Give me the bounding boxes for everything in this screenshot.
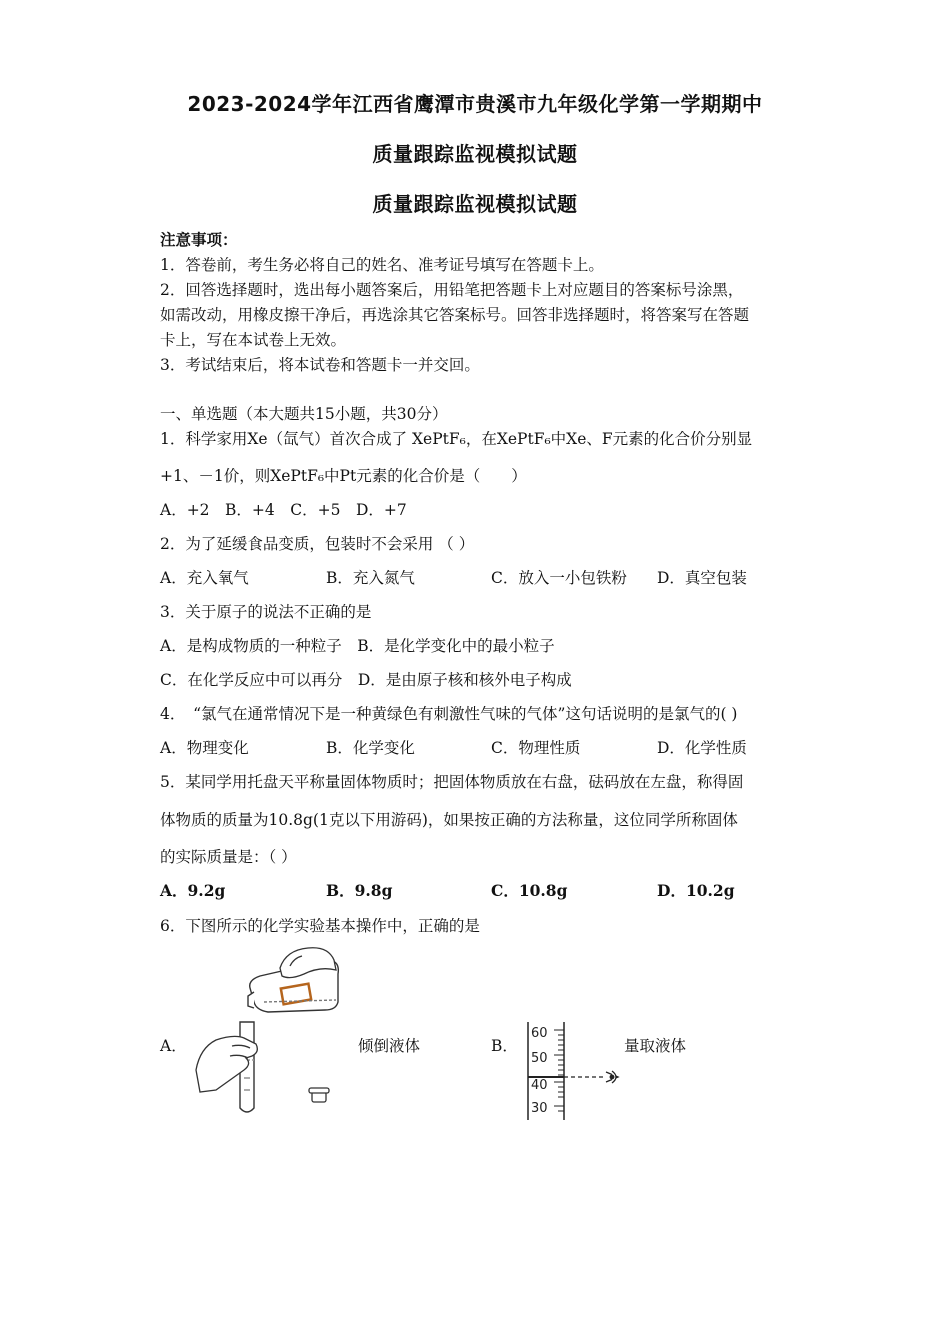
q5-stem-line2: 体物质的质量为10.8g(1克以下用游码)，如果按正确的方法称量，这位同学所称固体 [160,811,738,829]
scale-label-30: 30 [531,1101,548,1116]
q4-option-c: C．物理性质 [491,739,581,757]
q3-options-ab: A．是构成物质的一种粒子 B．是化学变化中的最小粒子 [160,637,555,655]
q6-option-b-letter: B． [491,1037,518,1055]
q5-option-b: B．9.8g [326,881,393,900]
q3-options-cd: C．在化学反应中可以再分 D．是由原子核和核外电子构成 [160,671,572,689]
notice-item-2-line1: 2．回答选择题时，选出每小题答案后，用铅笔把答题卡上对应题目的答案标号涂黑， [160,281,744,299]
notice-item-2-line2: 如需改动，用橡皮擦干净后，再选涂其它答案标号。回答非选择题时，将答案写在答题 [160,306,750,324]
bottle-stopper [309,1088,329,1102]
q2-stem: 2．为了延缓食品变质，包装时不会采用 （ ） [160,535,475,553]
q5-option-c: C．10.8g [491,881,568,900]
q6-stem: 6．下图所示的化学实验基本操作中，正确的是 [160,917,480,935]
q5-option-a: A．9.2g [160,881,226,900]
page-title-line1: 2023-2024学年江西省鹰潭市贵溪市九年级化学第一学期期中 [187,92,763,116]
q5-stem-line3: 的实际质量是：（ ） [160,848,297,866]
q2-option-c: C．放入一小包铁粉 [491,569,627,587]
scale-label-50: 50 [531,1051,548,1066]
q1-stem-line2: +1、－1价，则XePtF₆中Pt元素的化合价是（ ） [160,467,527,485]
q4-option-d: D．化学性质 [657,739,747,757]
q4-option-b: B．化学变化 [326,739,415,757]
q6-option-a-label: 倾倒液体 [358,1037,421,1055]
page-title-line2: 质量跟踪监视模拟试题 [372,142,578,166]
q2-option-a: A．充入氧气 [160,569,249,587]
q6-option-b-label: 量取液体 [624,1037,687,1055]
q5-stem-line1: 5．某同学用托盘天平称量固体物质时；把固体物质放在右盘，砝码放在左盘，称得固 [160,773,744,791]
q5-option-d: D．10.2g [657,881,735,900]
notice-item-1: 1．答卷前，考生务必将自己的姓名、准考证号填写在答题卡上。 [160,256,604,274]
q4-stem: 4． “氯气在通常情况下是一种黄绿色有刺激性气味的气体”这句话说明的是氯气的( ) [160,705,738,723]
q1-stem-line1: 1．科学家用Xe（氙气）首次合成了 XePtF₆，在XePtF₆中Xe、F元素的化合价分别显 [160,430,753,448]
section-heading: 一、单选题（本大题共15小题，共30分） [160,405,448,423]
scale-label-40: 40 [531,1078,548,1093]
pouring-liquid-illustration [190,940,350,1120]
q3-stem: 3．关于原子的说法不正确的是 [160,603,372,621]
q6-option-a-letter: A． [160,1037,187,1055]
notice-item-2-line3: 卡上，写在本试卷上无效。 [160,331,347,349]
q2-option-d: D．真空包装 [657,569,747,587]
notice-heading: 注意事项： [160,230,238,249]
q2-option-b: B．充入氮气 [326,569,415,587]
q1-options: A．+2 B．+4 C．+5 D．+7 [160,501,407,519]
cylinder-ticks [554,1030,564,1111]
page-title-line3: 质量跟踪监视模拟试题 [372,192,578,216]
scale-label-60: 60 [531,1026,548,1041]
notice-item-3: 3．考试结束后，将本试卷和答题卡一并交回。 [160,356,480,374]
q4-option-a: A．物理变化 [160,739,249,757]
graduated-cylinder-illustration [520,1018,630,1124]
eye-icon [606,1071,618,1083]
